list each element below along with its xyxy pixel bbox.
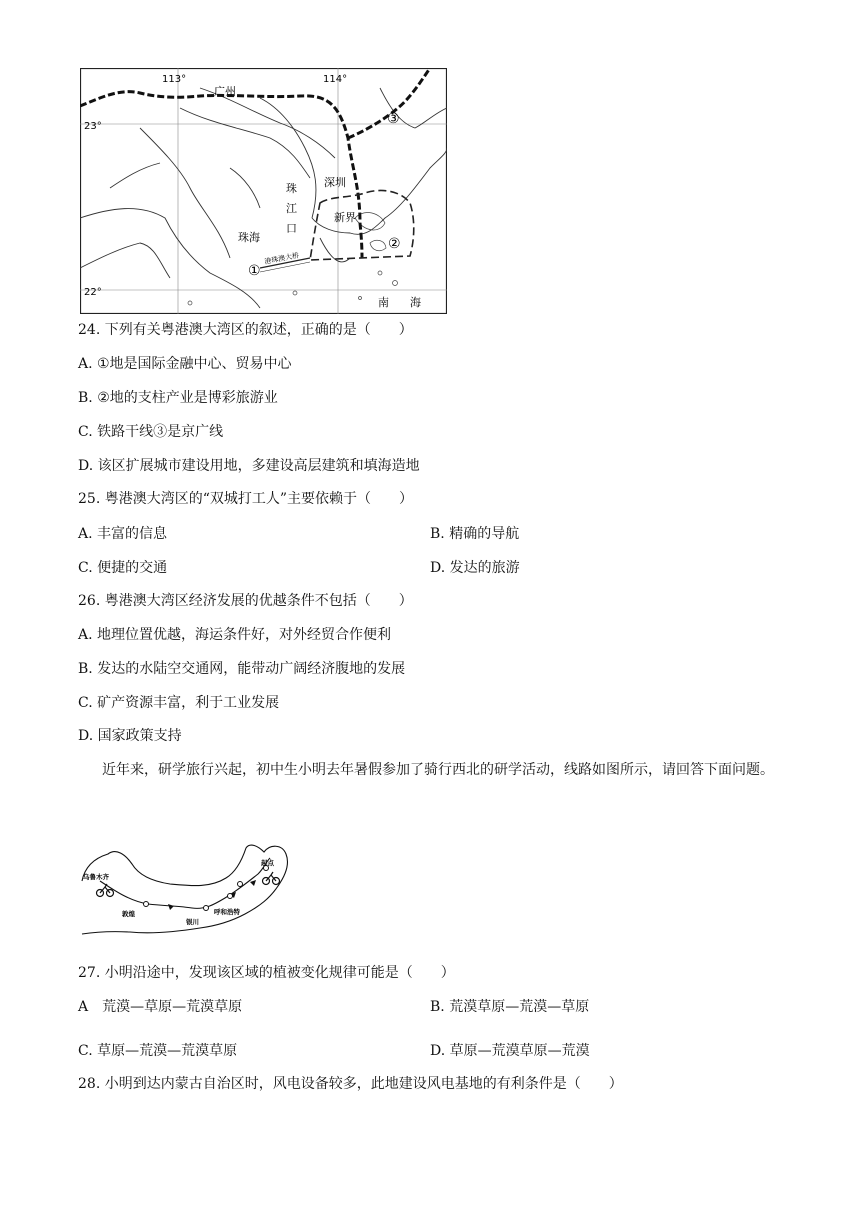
place-guangzhou: 广州 <box>214 85 236 98</box>
q24-option-b[interactable]: B. ②地的支柱产业是博彩旅游业 <box>78 390 278 406</box>
q24-option-a[interactable]: A. ①地是国际金融中心、贸易中心 <box>78 356 292 372</box>
q27-stem: 27. 小明沿途中，发现该区域的植被变化规律可能是（ ） <box>78 965 455 981</box>
place-xinjie: 新界 <box>334 211 356 224</box>
place-zhuhai: 珠海 <box>238 231 260 244</box>
place-estuary-2: 江 <box>286 202 297 215</box>
q24-option-d[interactable]: D. 该区扩展城市建设用地，多建设高层建筑和填海造地 <box>78 458 420 474</box>
place-estuary-3: 口 <box>286 222 297 235</box>
q26-option-b[interactable]: B. 发达的水陆空交通网，能带动广阔经济腹地的发展 <box>78 661 406 677</box>
q26-option-c[interactable]: C. 矿产资源丰富，利于工业发展 <box>78 695 280 711</box>
marker-3: ③ <box>387 111 400 127</box>
place-bridge: 港珠澳大桥 <box>263 251 300 266</box>
lon-label-113: 113° <box>162 74 187 85</box>
q24-option-c[interactable]: C. 铁路干线③是京广线 <box>78 424 224 440</box>
lat-label-23: 23° <box>84 121 102 132</box>
label-urumqi: 乌鲁木齐 <box>83 873 109 881</box>
q26-stem: 26. 粤港澳大湾区经济发展的优越条件不包括（ ） <box>78 593 413 609</box>
sea-label-left: 南 <box>378 296 389 309</box>
q25-option-a[interactable]: A. 丰富的信息 <box>78 526 168 542</box>
q27-option-b[interactable]: B. 荒漠草原—荒漠—草原 <box>430 999 590 1015</box>
q28-stem: 28. 小明到达内蒙古自治区时，风电设备较多，此地建设风电基地的有利条件是（ ） <box>78 1076 623 1092</box>
lon-label-114: 114° <box>323 74 348 85</box>
q27-option-d[interactable]: D. 草原—荒漠草原—荒漠 <box>430 1043 590 1059</box>
place-shenzhen: 深圳 <box>324 176 346 189</box>
label-dunhuang: 敦煌 <box>122 910 135 918</box>
label-start: 起点 <box>261 859 274 867</box>
pearl-river-delta-map <box>80 68 447 314</box>
intro-paragraph: 近年来，研学旅行兴起，初中生小明去年暑假参加了骑行西北的研学活动，线路如图所示，请回答下面问题。 <box>102 762 774 778</box>
q26-option-a[interactable]: A. 地理位置优越，海运条件好，对外经贸合作便利 <box>78 627 392 643</box>
label-yinchuan: 银川 <box>186 918 199 926</box>
q27-option-a[interactable]: A 荒漠—草原—荒漠草原 <box>78 999 243 1015</box>
sea-label-right: 海 <box>410 296 421 309</box>
q25-option-d[interactable]: D. 发达的旅游 <box>430 560 520 576</box>
q25-stem: 25. 粤港澳大湾区的“双城打工人”主要依赖于（ ） <box>78 491 414 507</box>
label-hohhot: 呼和浩特 <box>214 908 240 916</box>
q25-option-b[interactable]: B. 精确的导航 <box>430 526 520 542</box>
northwest-route-map <box>80 836 302 940</box>
marker-2: ② <box>388 236 401 252</box>
q25-option-c[interactable]: C. 便捷的交通 <box>78 560 168 576</box>
lat-label-22: 22° <box>84 287 102 298</box>
q26-option-d[interactable]: D. 国家政策支持 <box>78 728 182 744</box>
q24-stem: 24. 下列有关粤港澳大湾区的叙述，正确的是（ ） <box>78 322 413 338</box>
marker-1: ① <box>248 263 261 279</box>
q27-option-c[interactable]: C. 草原—荒漠—荒漠草原 <box>78 1043 238 1059</box>
place-estuary-1: 珠 <box>286 182 297 195</box>
